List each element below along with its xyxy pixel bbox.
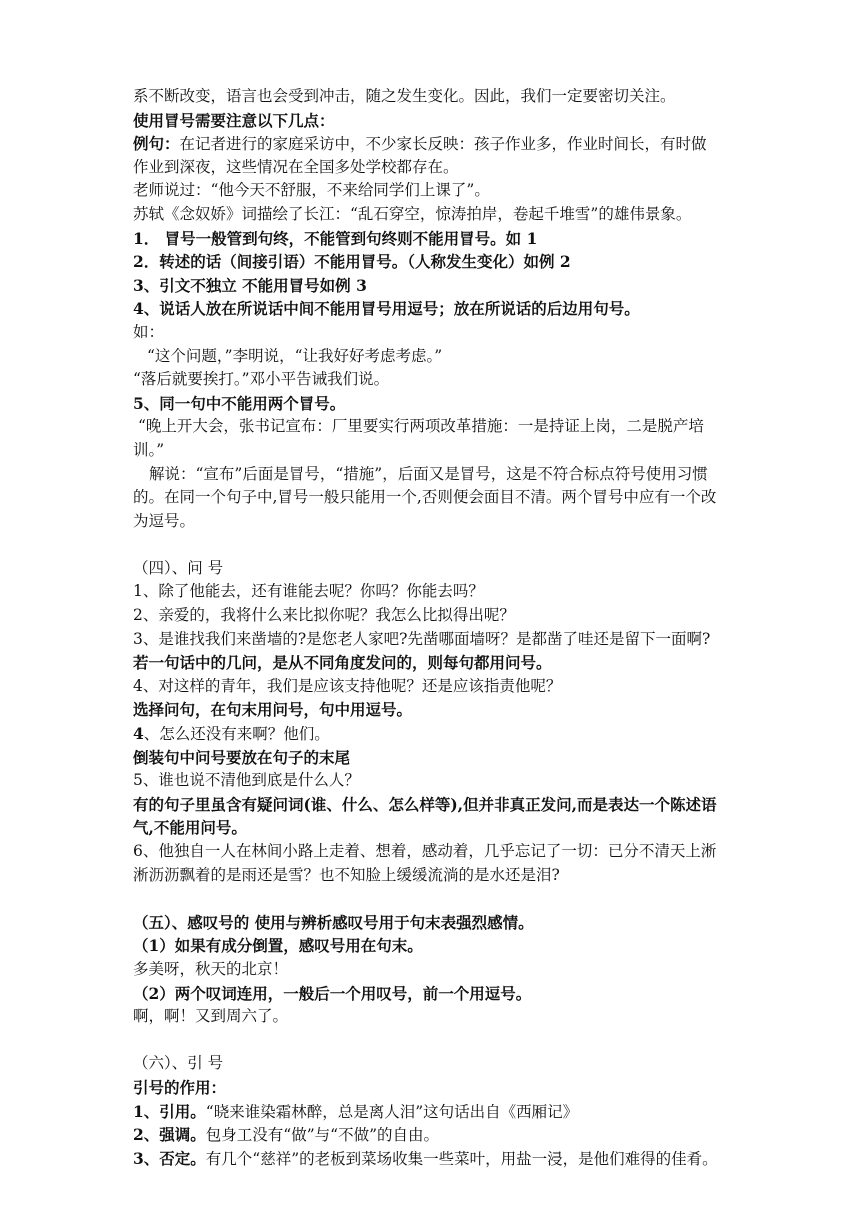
exclaim-example-2: 啊，啊！又到周六了。 <box>133 1007 289 1026</box>
colon-example-5a: “晚上开大会，张书记宣布：厂里要实行两项改革措施：一是持证上岗，二是脱产培 <box>138 417 704 436</box>
question-rule-1: 若一句话中的几问，是从不同角度发问的，则每句都用问号。 <box>133 653 552 673</box>
colon-example-2: 老师说过：“他今天不舒服，不来给同学们上课了”。 <box>133 181 490 200</box>
colon-explain-3: 为逗号。 <box>133 511 196 530</box>
colon-example-line-1 <box>133 132 780 156</box>
question-example-3: 3、是谁找我们来凿墙的?是您老人家吧?先凿哪面墙呀？是都凿了哇还是留下一面啊? <box>133 629 711 648</box>
question-example-4: 4、对这样的青年，我们是应该支持他呢？还是应该指责他呢？ <box>133 676 562 695</box>
colon-example-4b: “落后就要挨打。”邓小平告诫我们说。 <box>133 370 390 389</box>
colon-example-5b: 训。” <box>133 440 165 459</box>
question-rule-4b: 气,不能用问号。 <box>133 818 247 838</box>
example-label: 例句： <box>133 134 180 154</box>
question-example-2: 2、亲爱的，我将什么来比拟你呢？我怎么比拟得出呢？ <box>133 606 515 625</box>
question-rule-4a: 有的句子里虽含有疑问词(谁、什么、怎么样等),但并非真正发问,而是表达一个陈述语 <box>133 794 717 814</box>
section-gap <box>133 533 780 557</box>
colon-ru-label: 如： <box>133 322 165 341</box>
quote-item-2 <box>133 1123 780 1147</box>
example-number: 4 <box>133 724 144 744</box>
colon-example-line-2: 作业到深夜，这些情况在全国多处学校都存在。 <box>133 157 459 176</box>
question-example-7b: 淅沥沥飘着的是雨还是雪？也不知脸上缓缓流淌的是水还是泪? <box>133 865 560 884</box>
exclaim-example-1: 多美呀，秋天的北京！ <box>133 959 289 978</box>
example-text: 在记者进行的家庭采访中，不少家长反映：孩子作业多，作业时间长，有时做 <box>179 135 707 154</box>
section-gap <box>133 887 780 911</box>
quote-item-3 <box>133 1147 780 1171</box>
item-text: 有几个“慈祥”的老板到菜场收集一些菜叶，用盐一浸，是他们难得的佳肴。 <box>205 1149 718 1168</box>
exclaim-heading: （五）、感叹号的 使用与辨析感叹号用于句末表强烈感情。 <box>133 912 534 932</box>
colon-rule-3: 3、引文不独立 不能用冒号如例 3 <box>133 275 367 295</box>
question-rule-2: 选择问句，在句末用问号，句中用逗号。 <box>133 700 413 720</box>
question-rule-3: 倒装句中问号要放在句子的末尾 <box>133 747 351 767</box>
exclaim-rule-2: （2）两个叹词连用，一般后一个用叹号，前一个用逗号。 <box>133 983 532 1003</box>
question-example-1: 1、除了他能去，还有谁能去呢？你吗？你能去吗？ <box>133 582 484 601</box>
colon-rule-2: 2．转述的话（间接引语）不能用冒号。（人称发生变化）如例 2 <box>133 252 571 272</box>
item-label: 1、引用。 <box>133 1101 206 1121</box>
intro-line: 系不断改变，语言也会受到冲击，随之发生变化。因此，我们一定要密切关注。 <box>133 87 676 105</box>
quote-heading: （六）、引 号 <box>133 1054 224 1073</box>
section-gap <box>133 1029 780 1053</box>
question-example-5 <box>133 722 780 746</box>
colon-explain-1: 解说：“宣布”后面是冒号，“措施”，后面又是冒号，这是不符合标点符号使用习惯 <box>149 464 708 483</box>
question-example-6: 5、谁也说不清他到底是什么人？ <box>133 771 360 790</box>
colon-explain-2: 的。在同一个句子中,冒号一般只能用一个,否则便会面目不清。两个冒号中应有一个改 <box>133 488 717 507</box>
exclaim-rule-1: （1）如果有成分倒置，感叹号用在句末。 <box>133 936 423 956</box>
item-label: 3、否定。 <box>133 1148 206 1168</box>
colon-example-4a: “这个问题，”李明说，“让我好好考虑考虑。” <box>147 346 443 365</box>
item-text: 包身工没有“做”与“不做”的自由。 <box>205 1126 439 1145</box>
question-example-7a: 6、他独自一人在林间小路上走着、想着，感动着，几乎忘记了一切：已分不清天上淅 <box>133 842 717 860</box>
quote-subheading: 引号的作用： <box>133 1077 227 1097</box>
colon-rule-5: 5、同一句中不能用两个冒号。 <box>133 393 346 413</box>
example-text: 、怎么还没有来啊？他们。 <box>143 725 330 744</box>
item-text: “晓来谁染霜林醉，总是离人泪”这句话出自《西厢记》 <box>205 1102 579 1121</box>
question-heading: （四）、问 号 <box>133 558 224 577</box>
item-label: 2、强调。 <box>133 1125 206 1145</box>
colon-rule-1: 1． 冒号一般管到句终，不能管到句终则不能用冒号。如 1 <box>133 228 538 248</box>
colon-rule-4: 4、说话人放在所说话中间不能用冒号用逗号；放在所说话的后边用句号。 <box>133 299 640 319</box>
colon-heading: 使用冒号需要注意以下几点： <box>133 110 335 130</box>
quote-item-1 <box>133 1100 780 1124</box>
colon-example-3: 苏轼《念奴娇》词描绘了长江：“乱石穿空，惊涛拍岸，卷起千堆雪”的雄伟景象。 <box>133 204 692 223</box>
